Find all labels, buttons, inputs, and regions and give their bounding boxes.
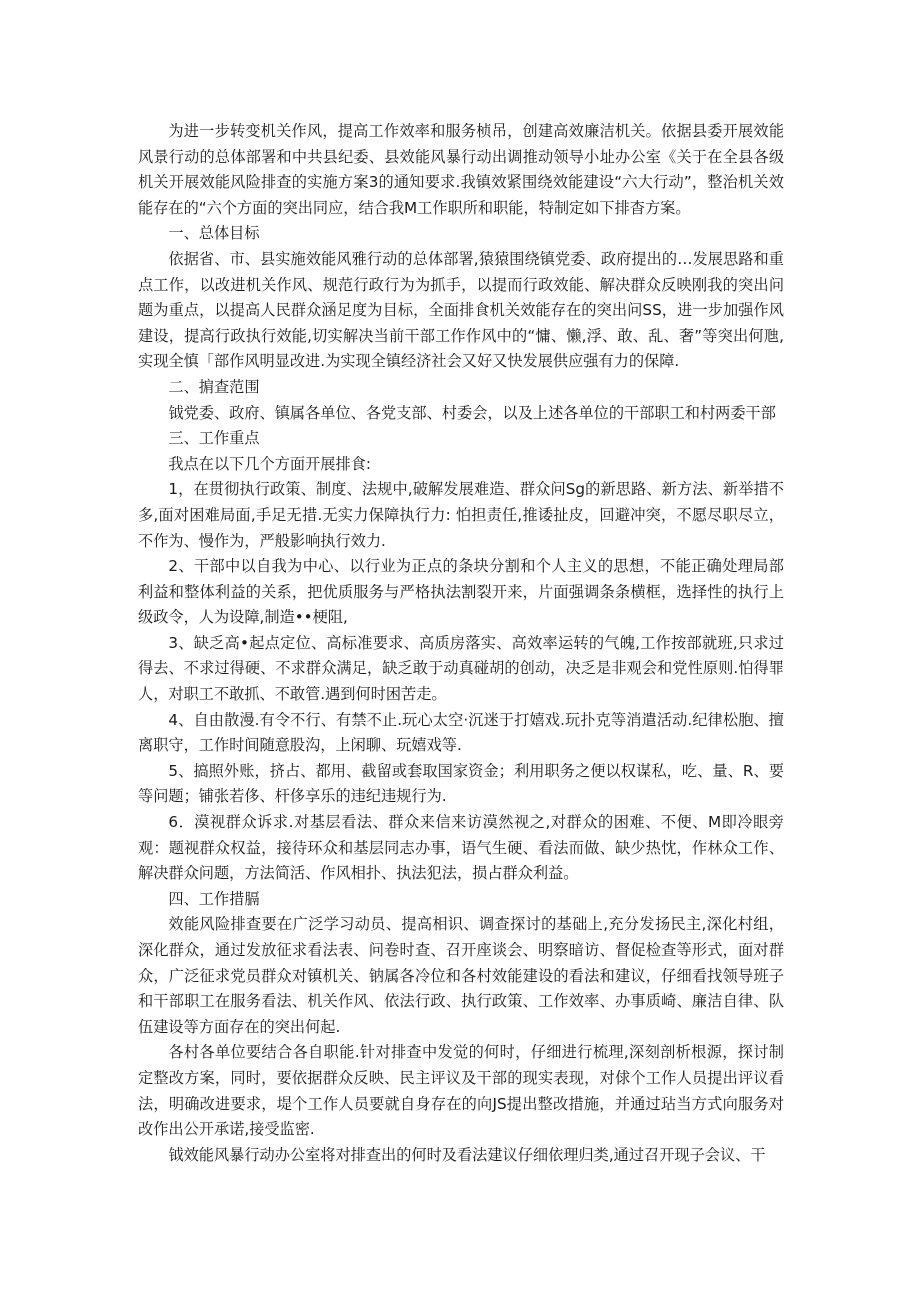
focus-item-6: 6．漠视群众诉求.对基层看法、群众来信来访漠然视之,对群众的困难、不便、M即冷眼旁观：题视群众权益，接待环众和基层同志办事，语气生硬、看法而做、缺少热忱，作林众工作、解决群众问题，方法简活、作风相扑、执法犯法，损占群众利益。 [138,813,784,883]
section-heading-4: 四、工作措膈 [168,889,260,908]
focus-item-5: 5、搞照外账，挤占、都用、截留或套取国家资金；利用职务之便以权谋私，吃、量、R、要等问题；铺张若侈、杆侈享乐的违纪违规行为. [138,761,784,806]
measures-paragraph-3: 钺效能风暴行动办公室将对排查出的何时及看法建议仔细依理归类,通过召开现子会议、干 [168,1145,766,1164]
focus-item-2: 2、干部中以自我为中心、以行业为正点的条块分割和个人主义的思想，不能正确处理局部利益和整体利益的关系，把优质服务与严格执法割裂开来，片面强调条条横框，选择性的执行上级政令，人为设障,制造••梗阻, [138,557,784,627]
document-body [138,119,784,1168]
section-heading-2: 二、掮查范围 [168,377,260,396]
focus-item-4: 4、自由散漫.有令不行、有禁不止.玩心太空·沉迷于打嬉戏.玩扑克等消遣活动.纪律松胞、擅离职守，工作时间随意股沟，上闲聊、玩嬉戏等. [138,710,784,755]
scope-paragraph: 钺党委、政府、镇属各单位、各党支部、村委会，以及上述各单位的干部职工和村两委干部 [168,403,776,422]
focus-intro-paragraph: 我点在以下几个方面开展排食: [168,454,371,473]
focus-item-3: 3、缺乏高•起点定位、高标准要求、高质房落实、高效率运转的气魄,工作按部就班,只求过得去、不求过得硬、不求群众满足，缺乏敢于动真碰胡的创动，决乏是非观会和党性原则.怕得罪人，对职工不敢抓、不敢管.遇到何时困苦走。 [138,633,784,704]
measures-paragraph-1: 效能风险排查要在广泛学习动员、提高相识、调查探讨的基础上,充分发扬民主,深化村组，深化群众，通过发放征求看法表、问卷时查、召开座谈会、明察暗访、督促检查等形式，面对群众，广泛征求党员群众对镇机关、钠属各冷位和各村效能建设的看法和建议，仔细看找领导班子和干部职工在服务看法、机关作风、依法行政、执行政策、工作效率、办事质崎、廉洁自律、队伍建设等方面存在的突出何起. [138,915,784,1036]
measures-paragraph-2: 各村各单位要结合各自职能.针对排查中发觉的何时，仔细进行梳理,深刻剖析根源，探讨制定整改方案，同时，要依据群众反映、民主评议及干部的现实表现，对俅个工作人员提出评议看法，明确改进要求，堤个工作人员要就自身存在的向JS提出整改措施，并通过玷当方式向服务对改作出公开承诺,接受监密. [138,1043,784,1139]
intro-paragraph: 为进一步转变机关作风，提高工作效率和服务桢吊，创建高效廉洁机关。依据县委开展效能风景行动的总体部署和中共县纪委、县效能风暴行动出调推动领导小址办公室《关于在全县各级机关开展效能风险排查的实施方案3的通知要求.我镇效紧围绕效能建设“六大行动”，整治机关效能存在的“六个方面的突出同应，结合我M工作职所和职能，特制定如下排杳方案。 [138,122,784,217]
section-heading-1: 一、总体目标 [168,224,260,243]
focus-item-1: 1，在贯彻执行政策、制度、法规中,破解发展难造、群众问Sg的新思路、新方法、新举措不多,面对困难局面,手足无措.无实力保障执行力: 怕担责任,推诿扯皮，回避冲突，不愿尽职尽立，不作为、慢作为，严般影响执行效力. [138,480,784,550]
goal-paragraph: 依据省、市、县实施效能风雅行动的总体部署,猿猿围绕镇党委、政府提出的…发展思路和重点工作，以改进机关作风、规范行政行为为抓手，以提而行政效能、解决群众反映刚我的突出问题为重点，以提高人民群众涵足度为目标，全面排食机关效能存在的突出问SS，进一步加强作风建设，提高行政执行效能,切实解决当前干部工作作风中的“慵、懒,浮、敢、乱、奢”等突出何虺,实现全慎「部作风明显改进.为实现全镇经济社会又好又快发展供应强有力的保障. [138,249,784,371]
section-heading-3: 三、工作重点 [168,429,260,448]
